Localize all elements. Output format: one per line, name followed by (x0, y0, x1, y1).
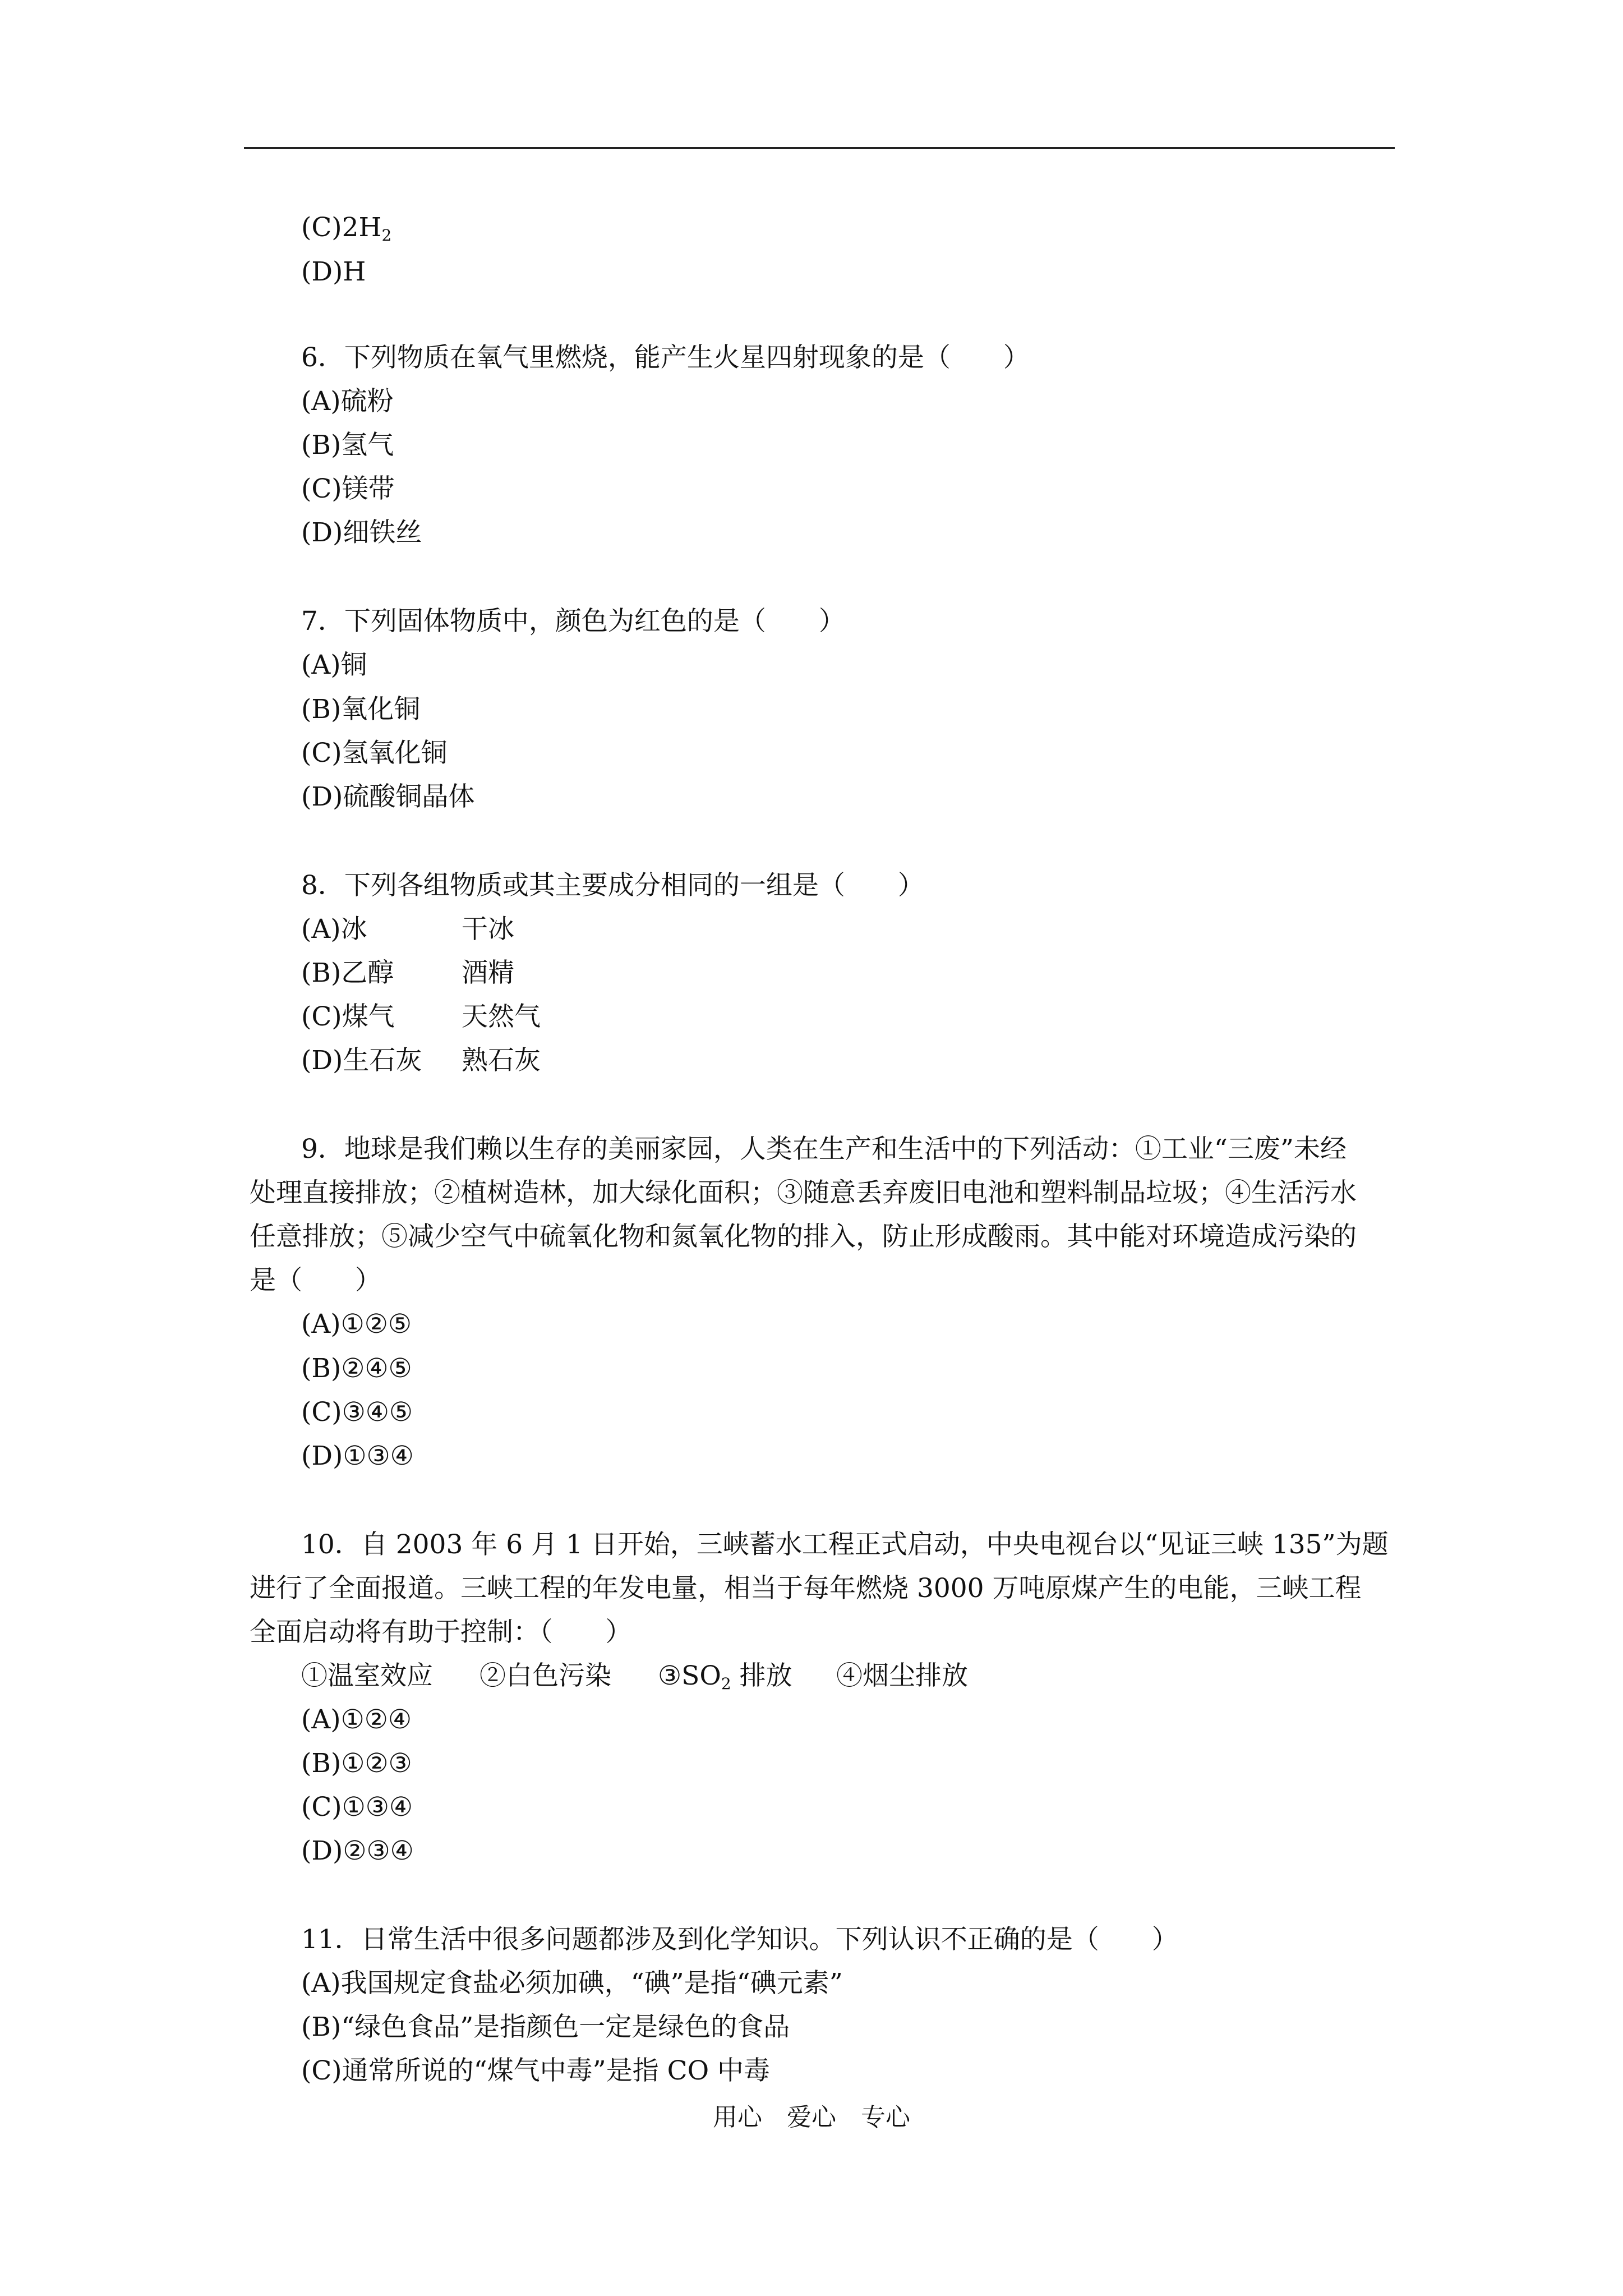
q7-option-b: (B)氧化铜 (301, 694, 421, 725)
q11-option-b: (B)“绿色食品”是指颜色一定是绿色的食品 (301, 2012, 790, 2042)
q10-option-a: (A)①②④ (301, 1704, 412, 1735)
q10-item-3: $③SO_2$ 排放 (658, 1660, 792, 1693)
q10-items (301, 1659, 968, 1693)
q10-option-b: (B)①②③ (301, 1748, 412, 1779)
q10-stem-line-2: 进行了全面报道。三峡工程的年发电量，相当于每年燃烧 3000 万吨原煤产生的电能，三峡工程 (250, 1573, 1362, 1604)
q5-option-c: $(C)2H_2$ (301, 212, 392, 245)
q8-option-c: (C)煤气 天然气 (301, 1001, 541, 1032)
q5-option-d: (D)H (301, 256, 366, 287)
q9-option-d: (D)①③④ (301, 1441, 414, 1471)
q9-option-b: (B)②④⑤ (301, 1353, 412, 1384)
q9-stem-line-4: 是（ ） (250, 1265, 381, 1296)
q6-option-d: (D)细铁丝 (301, 517, 422, 548)
q9-stem-line-3: 任意排放；⑤减少空气中硫氧化物和氮氧化物的排入，防止形成酸雨。其中能对环境造成污染的 (250, 1221, 1357, 1252)
q11-stem: 11．日常生活中很多问题都涉及到化学知识。下列认识不正确的是（ ） (301, 1924, 1178, 1955)
q8-stem: 8．下列各组物质或其主要成分相同的一组是（ ） (301, 870, 924, 901)
q9-option-c: (C)③④⑤ (301, 1397, 413, 1428)
q10-item-2: ②白色污染 (479, 1660, 611, 1691)
q6-stem: 6．下列物质在氧气里燃烧，能产生火星四射现象的是（ ） (301, 342, 1030, 373)
q7-stem: 7．下列固体物质中，颜色为红色的是（ ） (301, 606, 845, 637)
q11-option-c: (C)通常所说的“煤气中毒”是指 CO 中毒 (301, 2055, 771, 2086)
q6-option-b: (B)氢气 (301, 430, 394, 461)
q9-stem-line-1: 9．地球是我们赖以生存的美丽家园，人类在生产和生活中的下列活动：①工业“三废”未经 (301, 1134, 1347, 1165)
q10-option-c: (C)①③④ (301, 1792, 413, 1823)
q7-option-c: (C)氢氧化铜 (301, 738, 448, 769)
q10-stem-line-3: 全面启动将有助于控制：（ ） (250, 1617, 632, 1648)
page-footer: 用心 爱心 专心 (713, 2103, 910, 2132)
q6-option-c: (C)镁带 (301, 473, 395, 504)
q10-stem-line-1: 10．自 2003 年 6 月 1 日开始，三峡蓄水工程正式启动，中央电视台以“见证三峡 135”为题 (301, 1529, 1389, 1560)
q10-option-d: (D)②③④ (301, 1835, 414, 1866)
q7-option-a: (A)铜 (301, 650, 367, 680)
q10-item-1: ①温室效应 (301, 1660, 433, 1691)
q9-option-a: (A)①②⑤ (301, 1309, 412, 1340)
q8-option-d: (D)生石灰 熟石灰 (301, 1045, 541, 1076)
q8-option-b: (B)乙醇 酒精 (301, 958, 514, 988)
q7-option-d: (D)硫酸铜晶体 (301, 781, 475, 812)
q10-item-4: ④烟尘排放 (836, 1660, 968, 1691)
q9-stem-line-2: 处理直接排放；②植树造林，加大绿化面积；③随意丢弃废旧电池和塑料制品垃圾；④生活污水 (250, 1177, 1357, 1208)
q11-option-a: (A)我国规定食盐必须加碘，“碘”是指“碘元素” (301, 1968, 843, 1999)
q6-option-a: (A)硫粉 (301, 386, 394, 417)
q8-option-a: (A)冰 干冰 (301, 914, 514, 945)
header-rule (244, 147, 1395, 149)
